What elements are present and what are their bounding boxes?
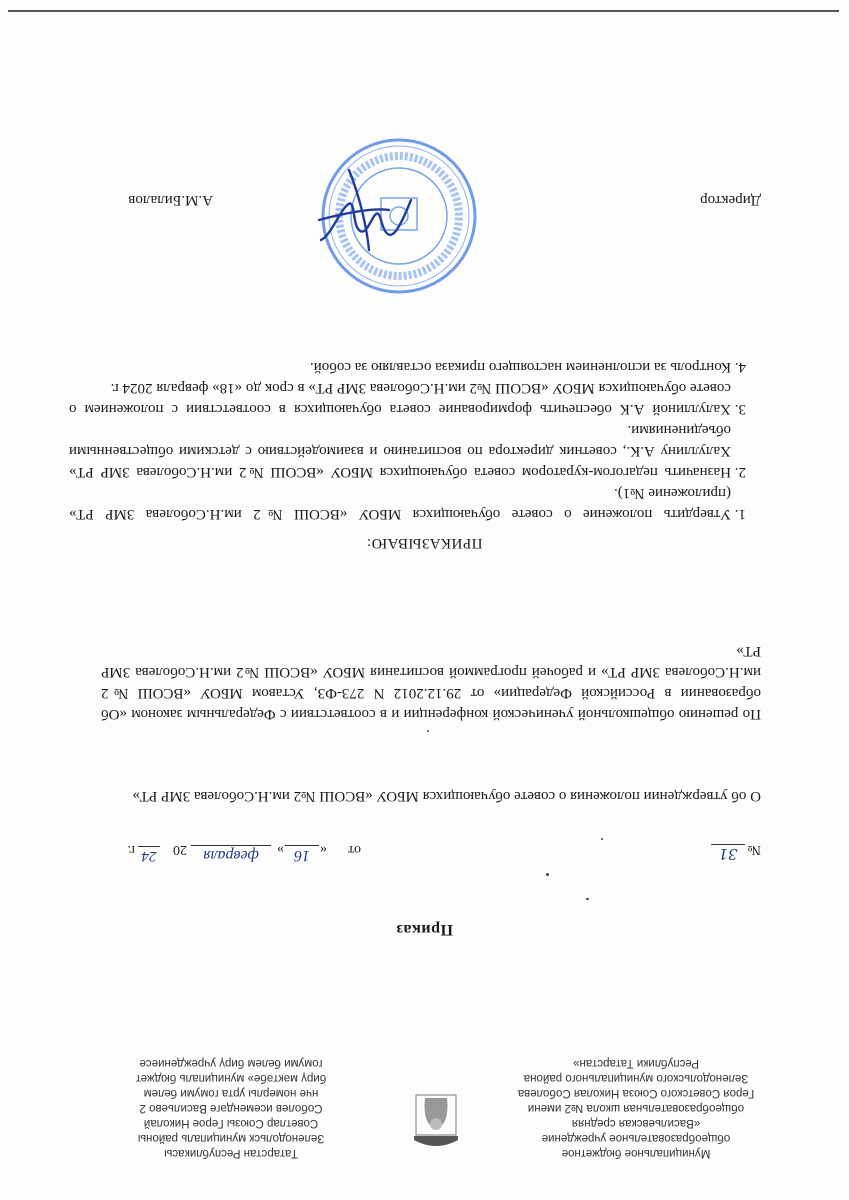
date-year-suffix: 24 — [138, 846, 160, 864]
header-line: Советлар Союзы Герое Николай — [143, 1117, 319, 1129]
date-day: 16 — [285, 845, 319, 864]
date-open-quote: « — [320, 842, 327, 857]
signatory-name: А.М.Билалов — [128, 192, 213, 208]
header-line: «Васильевская средняя — [571, 1117, 701, 1129]
header-line: бирү мәктәбе» муниципаль бюджет — [135, 1072, 327, 1084]
header-line: общеобразовательное учреждение — [541, 1132, 731, 1144]
order-items-list — [69, 356, 761, 524]
order-subject: О об утверждении положения о совете обучающихся МБОУ «ВСОШ №2 им.Н.Соболева ЗМР РТ» — [132, 788, 761, 804]
header-school-name-ru — [481, 1055, 791, 1160]
signatory-role: Директор — [700, 192, 761, 208]
date-month: февраля — [191, 845, 271, 864]
handwritten-signature — [309, 160, 419, 270]
date-prefix: от — [348, 842, 361, 857]
scan-speck — [427, 730, 429, 732]
order-item: 4. Контроль за исполнением настоящего приказа оставляю за собой. — [69, 356, 731, 377]
order-item: 3. Халуллиной А.К обеспечить формирование совета обучающихся в соответствии с положением о совете обучающихся МБОУ «ВСОШ №2 им.Н.Соболева ЗМР РТ» в срок до «18» февраля 2024 г. — [69, 377, 731, 419]
header-school-name-tt — [81, 1055, 381, 1160]
header-line: Соболев исемендәге Васильево 2 — [139, 1102, 323, 1114]
header-line: Татарстан Республикасы — [164, 1147, 298, 1159]
coat-of-arms-emblem — [411, 1090, 461, 1150]
scan-speck — [601, 838, 603, 840]
header-line: общеобразовательная школа №2 имени — [527, 1102, 745, 1114]
header-line: Республики Татарстан» — [573, 1057, 699, 1069]
scan-speck — [586, 898, 589, 900]
scan-speck — [546, 873, 549, 876]
date-close-quote: » — [277, 842, 284, 857]
header-line: Муниципальное бюджетное — [561, 1147, 711, 1159]
page-bottom-rule — [8, 10, 839, 12]
header-line: Героя Советского Союза Николая Соболева — [517, 1087, 755, 1099]
order-directive-heading: ПРИКАЗЫВАЮ: — [366, 535, 483, 551]
order-item: 2. Назначить педагогом-куратором совета обучающихся МБОУ «ВСОШ №2 им.Н.Соболева ЗМР РТ» Халуллину А.К., советник директора по воспитанию и взаимодействию с детскими общественными объединениями. — [69, 419, 731, 482]
header-line: гомуми белем бирү учреждениесе — [139, 1057, 323, 1069]
order-number-value: 31 — [711, 844, 745, 863]
order-number-label: № — [747, 842, 761, 857]
order-item: 1. Утвердить положение о совете обучающихся МБОУ «ВСОШ №2 им.Н.Соболева ЗМР РТ» (приложение №1). — [69, 482, 731, 524]
header-line: нче номерлы урта гомуми белем — [143, 1087, 319, 1099]
date-suffix: г. — [127, 842, 135, 857]
date-year-prefix: 20 — [173, 842, 187, 857]
header-line: Зеленодольского муниципального района — [523, 1072, 749, 1084]
document-title: Приказ — [396, 921, 453, 938]
header-line: Зеленодольск муниципаль районы — [137, 1132, 325, 1144]
order-preamble: По решению общешкольной ученической конференции и в соответствии с Федеральным законом «Об образовании в Российской Федерации» от 29.12.2012 N 273-ФЗ, Уставом МБОУ «ВСОШ №2 им.Н.Соболева ЗМР РТ» и рабочей программой воспитания МБОУ «ВСОШ №2 им.Н.Соболева ЗМР РТ» — [101, 643, 761, 722]
